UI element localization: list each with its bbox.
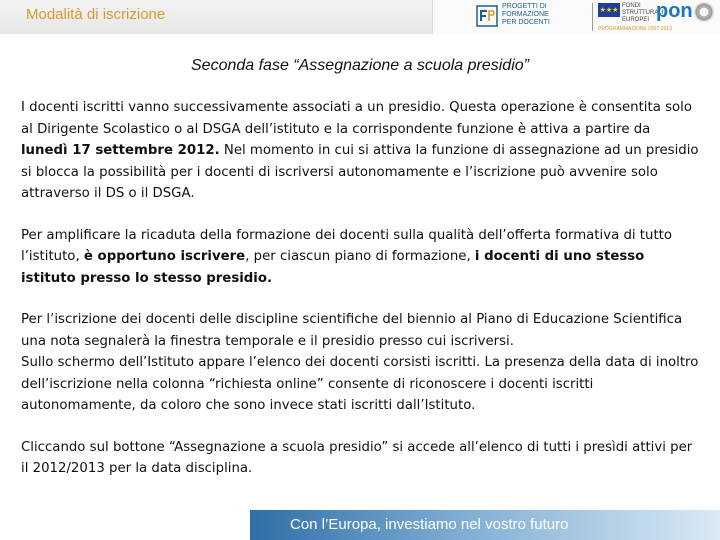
content-body (21, 97, 699, 500)
paragraph-4: Cliccando sul bottone “Assegnazione a scuola presidio” si accede all’elenco di tutti i presìdi attivi per il 2012/2013 per la data disciplina. (21, 439, 693, 476)
formazione-logo-text: PROGETTI DI FORMAZIONE PER DOCENTI (502, 3, 550, 26)
paragraph-3 (21, 309, 699, 417)
section-subtitle: Seconda fase “Assegnazione a scuola presidio” (191, 57, 529, 74)
formazione-logo (476, 2, 584, 30)
p2-bold-b: è opportuno iscrivere (83, 249, 246, 264)
italian-emblem-icon (694, 2, 714, 22)
p2-text-c: , per ciascun piano di formazione, (245, 249, 475, 264)
formazione-logo-icon (476, 5, 498, 27)
footer-banner-text: Con l’Europa, investiamo nel vostro futuro (290, 516, 569, 533)
eu-programme-text: PROGRAMMAZIONE 2007-2013 (598, 26, 672, 32)
eu-logo-text: FONDI STRUTTURALI EUROPEI (622, 3, 664, 23)
p3-line-1: Per l’iscrizione dei docenti delle discipline scientifiche del biennio al Piano di Educazione Scientifica una nota segnalerà la finestra temporale e il presidio presso cui iscriversi. (21, 312, 683, 349)
logo-separator (592, 3, 593, 31)
p2-bold-d: i docenti di uno stesso istituto presso lo stesso presidio. (21, 249, 645, 286)
p1-text-c: Nel momento in cui si attiva la funzione di assegnazione ad un presidio si blocca la possibilità per i docenti di iscriversi autonomamente e l’iscrizione può avvenire solo attraverso il DS o il DSGA. (21, 143, 699, 201)
page-title: Modalità di iscrizione (26, 6, 166, 23)
pon-logo: pon (656, 0, 693, 22)
p1-text-a: I docenti iscritti vanno successivamente associati a un presidio. Questa operazione è consentita solo al Dirigente Scolastico o al DSGA dell’istituto e la corrispondente funzione è attiva a partire da (21, 100, 692, 137)
p2-text-a: Per amplificare la ricaduta della formazione dei docenti sulla qualità dell’offerta formativa di tutto l’istituto, (21, 227, 673, 264)
p3-line-2: Sullo schermo dell’Istituto appare l’elenco dei docenti corsisti iscritti. La presenza della data di inoltro dell’iscrizione nella colonna “richiesta online” consente di riconoscere i docenti iscritti autonomamente, da coloro che sono invece stati iscritti dall’Istituto. (21, 355, 699, 413)
paragraph-2 (21, 225, 699, 290)
eu-stars-icon: ★★★ (599, 6, 619, 14)
paragraph-1 (21, 97, 699, 205)
p1-date-bold: lunedì 17 settembre 2012. (21, 143, 220, 158)
